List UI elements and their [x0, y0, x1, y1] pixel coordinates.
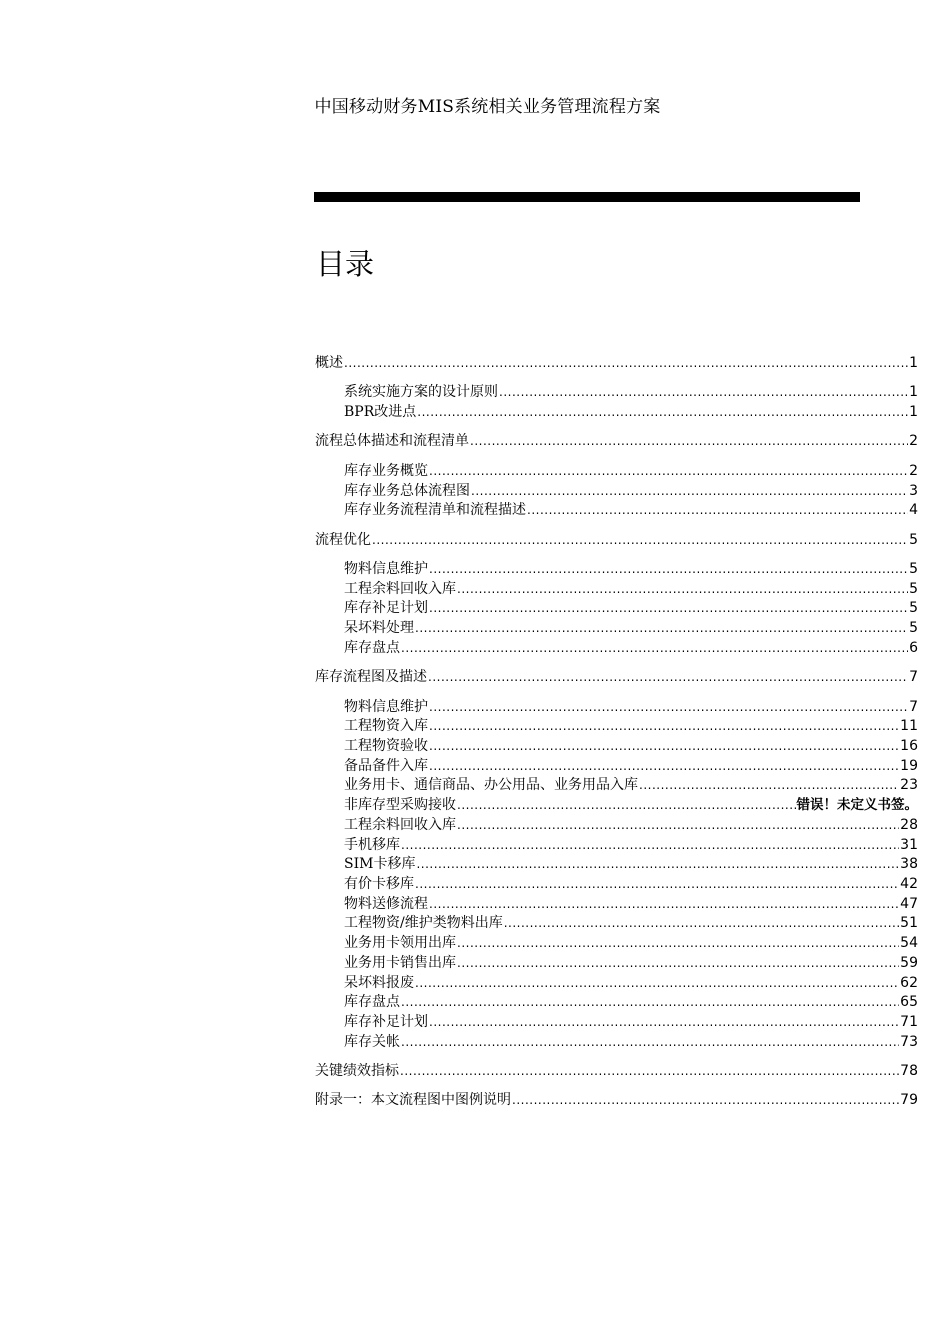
toc-entry-level2[interactable] — [315, 1033, 918, 1053]
toc-entry-label: 工程余料回收入库 — [344, 580, 456, 597]
toc-entry-level2[interactable] — [315, 403, 918, 423]
toc-page-number: 3 — [909, 482, 918, 499]
toc-entry-label: BPR改进点 — [344, 404, 417, 421]
toc-dot-leader — [401, 993, 899, 1013]
toc-entry-level2[interactable] — [315, 639, 918, 659]
toc-dot-leader — [457, 580, 908, 600]
toc-page-number: 62 — [900, 974, 918, 991]
toc-page-number: 42 — [900, 875, 918, 892]
toc-page-number: 1 — [909, 404, 918, 421]
toc-dot-leader — [429, 737, 899, 757]
toc-dot-leader — [429, 895, 899, 915]
toc-entry-label: 工程物资入库 — [344, 718, 428, 735]
toc-entry-level2[interactable] — [315, 757, 918, 777]
toc-entry-level2[interactable] — [315, 560, 918, 580]
toc-entry-label: 附录一：本文流程图中图例说明 — [315, 1092, 511, 1109]
toc-page-number: 47 — [900, 895, 918, 912]
toc-dot-leader — [639, 776, 899, 796]
toc-dot-leader — [457, 954, 899, 974]
toc-dot-leader — [416, 855, 899, 875]
toc-entry-level1[interactable] — [315, 531, 918, 551]
toc-entry-label: 库存业务概览 — [344, 462, 428, 479]
toc-entry-level2[interactable] — [315, 954, 918, 974]
toc-page-error: 错误！未定义书签。 — [796, 797, 918, 814]
toc-entry-level2[interactable] — [315, 482, 918, 502]
toc-entry-label: 流程优化 — [315, 531, 371, 548]
toc-entry-level2[interactable] — [315, 599, 918, 619]
toc-page-number: 2 — [909, 462, 918, 479]
toc-entry-level2[interactable] — [315, 836, 918, 856]
toc-page-number: 54 — [900, 935, 918, 952]
toc-entry-label: 库存补足计划 — [344, 600, 428, 617]
toc-dot-leader — [344, 354, 908, 374]
toc-entry-level1[interactable] — [315, 1062, 918, 1082]
toc-entry-label: SIM卡移库 — [344, 856, 416, 873]
toc-dot-leader — [417, 403, 908, 423]
header-divider-bar — [314, 192, 860, 202]
toc-entry-label: 库存流程图及描述 — [315, 669, 427, 686]
toc-entry-level2[interactable] — [315, 914, 918, 934]
toc-entry-label: 手机移库 — [344, 836, 400, 853]
toc-entry-level2[interactable] — [315, 717, 918, 737]
toc-dot-leader — [429, 462, 908, 482]
toc-entry-label: 库存关帐 — [344, 1033, 400, 1050]
toc-entry-label: 概述 — [315, 355, 343, 371]
toc-entry-label: 物料送修流程 — [344, 895, 428, 912]
toc-entry-level2[interactable] — [315, 875, 918, 895]
toc-page-number: 7 — [909, 669, 918, 686]
toc-page-number: 5 — [909, 531, 918, 548]
toc-dot-leader — [470, 432, 908, 452]
toc-dot-leader — [428, 668, 908, 688]
toc-entry-level2[interactable] — [315, 698, 918, 718]
toc-entry-level2[interactable] — [315, 737, 918, 757]
toc-page-number: 79 — [900, 1092, 918, 1109]
toc-entry-level2[interactable] — [315, 816, 918, 836]
toc-page-number: 5 — [909, 600, 918, 617]
toc-dot-leader — [401, 836, 899, 856]
toc-page-number: 71 — [900, 1013, 918, 1030]
toc-dot-leader — [429, 698, 908, 718]
toc-entry-label: 库存业务流程清单和流程描述 — [344, 502, 526, 519]
toc-entry-level1[interactable] — [315, 1091, 918, 1111]
toc-entry-label: 物料信息维护 — [344, 561, 428, 578]
toc-page-number: 31 — [900, 836, 918, 853]
toc-page-number: 23 — [900, 777, 918, 794]
toc-entry-label: 呆坏料报废 — [344, 974, 414, 991]
toc-dot-leader — [429, 1013, 899, 1033]
toc-dot-leader — [429, 717, 899, 737]
toc-entry-label: 业务用卡、通信商品、办公用品、业务用品入库 — [344, 777, 638, 794]
toc-page-number: 5 — [909, 580, 918, 597]
toc-dot-leader — [471, 482, 908, 502]
toc-entry-label: 备品备件入库 — [344, 757, 428, 774]
toc-page-number: 51 — [900, 915, 918, 932]
toc-heading: 目录 — [316, 247, 375, 281]
toc-page-number: 1 — [909, 355, 918, 371]
toc-page-number: 19 — [900, 757, 918, 774]
toc-entry-label: 工程物资验收 — [344, 738, 428, 755]
toc-entry-level2[interactable] — [315, 895, 918, 915]
toc-entry-level1[interactable] — [315, 354, 918, 374]
toc-dot-leader — [400, 1062, 899, 1082]
toc-entry-level2[interactable] — [315, 619, 918, 639]
toc-dot-leader — [429, 599, 908, 619]
toc-entry-label: 关键绩效指标 — [315, 1063, 399, 1079]
toc-entry-level2[interactable] — [315, 855, 918, 875]
toc-dot-leader — [415, 619, 908, 639]
toc-page-number: 6 — [909, 639, 918, 656]
toc-dot-leader — [415, 875, 899, 895]
toc-dot-leader — [457, 934, 899, 954]
toc-dot-leader — [429, 757, 899, 777]
toc-page-number: 16 — [900, 738, 918, 755]
document-header-title: 中国移动财务MIS系统相关业务管理流程方案 — [314, 97, 661, 117]
toc-entry-level2[interactable] — [315, 934, 918, 954]
toc-page-number: 28 — [900, 816, 918, 833]
toc-entry-label: 库存盘点 — [344, 639, 400, 656]
toc-dot-leader — [415, 974, 899, 994]
toc-dot-leader — [372, 531, 908, 551]
toc-dot-leader — [527, 501, 908, 521]
toc-page-number: 73 — [900, 1033, 918, 1050]
toc-page-number: 11 — [900, 718, 918, 735]
toc-dot-leader — [401, 639, 908, 659]
toc-page-number: 4 — [909, 502, 918, 519]
toc-entry-level2[interactable] — [315, 796, 918, 816]
toc-entry-label: 物料信息维护 — [344, 698, 428, 715]
toc-page-number: 78 — [900, 1063, 918, 1079]
toc-page-number: 65 — [900, 994, 918, 1011]
toc-page-number: 38 — [900, 856, 918, 873]
toc-entry-label: 库存盘点 — [344, 994, 400, 1011]
toc-entry-level2[interactable] — [315, 776, 918, 796]
toc-entry-label: 系统实施方案的设计原则 — [344, 384, 498, 401]
toc-entry-level2[interactable] — [315, 974, 918, 994]
toc-entry-label: 有价卡移库 — [344, 875, 414, 892]
toc-entry-label: 工程物资/维护类物料出库 — [344, 915, 503, 932]
toc-entry-label: 业务用卡销售出库 — [344, 954, 456, 971]
toc-page-number: 59 — [900, 954, 918, 971]
toc-entry-label: 业务用卡领用出库 — [344, 935, 456, 952]
toc-entry-label: 非库存型采购接收 — [344, 797, 456, 814]
toc-page-number: 5 — [909, 561, 918, 578]
toc-dot-leader — [429, 560, 908, 580]
toc-dot-leader — [401, 1033, 899, 1053]
toc-dot-leader — [499, 383, 908, 403]
toc-entry-level2[interactable] — [315, 580, 918, 600]
toc-entry-level2[interactable] — [315, 1013, 918, 1033]
toc-page-number: 5 — [909, 620, 918, 637]
toc-page-number: 1 — [909, 384, 918, 401]
toc-entry-level2[interactable] — [315, 993, 918, 1013]
toc-entry-label: 呆坏料处理 — [344, 620, 414, 637]
toc-entry-level1[interactable] — [315, 432, 918, 452]
toc-entry-label: 库存业务总体流程图 — [344, 482, 470, 499]
toc-entry-level2[interactable] — [315, 501, 918, 521]
toc-entry-label: 流程总体描述和流程清单 — [315, 433, 469, 450]
toc-dot-leader — [504, 914, 899, 934]
toc-entry-level2[interactable] — [315, 462, 918, 482]
toc-page-number: 2 — [909, 433, 918, 450]
toc-entry-level2[interactable] — [315, 383, 918, 403]
toc-entry-label: 库存补足计划 — [344, 1013, 428, 1030]
table-of-contents — [315, 354, 918, 1111]
toc-dot-leader — [457, 796, 796, 816]
toc-entry-label: 工程余料回收入库 — [344, 816, 456, 833]
toc-dot-leader — [457, 816, 899, 836]
toc-dot-leader — [512, 1091, 899, 1111]
toc-entry-level1[interactable] — [315, 668, 918, 688]
toc-page-number: 7 — [909, 698, 918, 715]
